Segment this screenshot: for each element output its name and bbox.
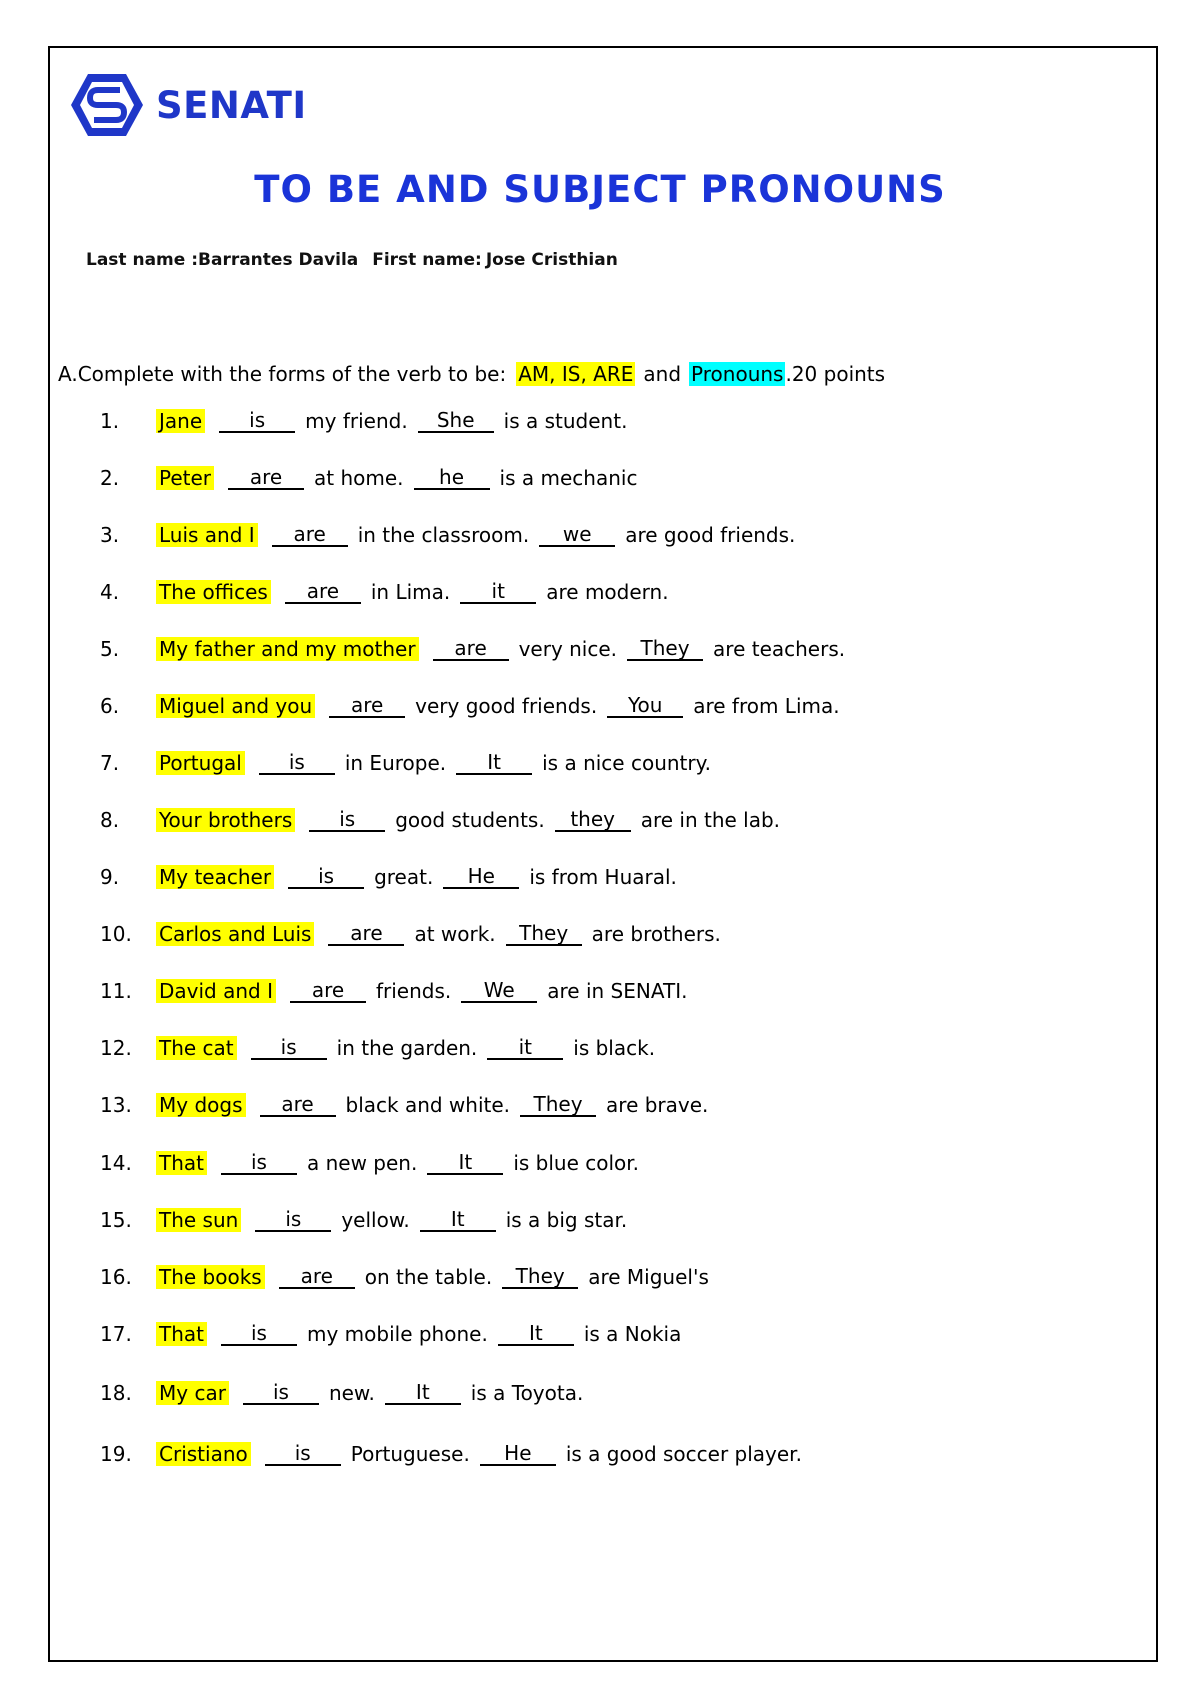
- item-end-text: are modern.: [546, 580, 669, 604]
- item-number: 6.: [100, 694, 120, 718]
- item-middle-text: in Lima.: [370, 580, 451, 604]
- item-middle-text: at work.: [414, 922, 496, 946]
- item-end-text: is a Nokia: [583, 1322, 682, 1346]
- item-end-text: is blue color.: [513, 1151, 640, 1175]
- item-subject: The offices: [156, 580, 271, 604]
- pronoun-answer-field[interactable]: he: [414, 466, 490, 490]
- exercise-item: [100, 519, 801, 551]
- verb-answer-field[interactable]: are: [272, 523, 348, 547]
- exercise-item: [100, 633, 851, 665]
- pronoun-answer-field[interactable]: They: [627, 637, 703, 661]
- item-middle-text: a new pen.: [307, 1151, 418, 1175]
- exercise-item: [100, 1438, 808, 1470]
- exercise-item: [100, 690, 846, 722]
- verb-answer-field[interactable]: is: [221, 1322, 297, 1346]
- item-end-text: are in SENATI.: [547, 979, 688, 1003]
- item-middle-text: very good friends.: [415, 694, 598, 718]
- item-end-text: is a good soccer player.: [565, 1442, 802, 1466]
- logo-text: SENATI: [156, 83, 307, 127]
- item-middle-text: great.: [374, 865, 434, 889]
- exercise-item: [100, 747, 717, 779]
- item-number: 7.: [100, 751, 120, 775]
- page-border: [48, 46, 1158, 1662]
- item-number: 3.: [100, 523, 120, 547]
- pronoun-answer-field[interactable]: We: [461, 979, 537, 1003]
- pronoun-answer-field[interactable]: They: [502, 1265, 578, 1289]
- item-end-text: are brothers.: [591, 922, 721, 946]
- item-middle-text: very nice.: [518, 637, 618, 661]
- pronoun-answer-field[interactable]: They: [506, 922, 582, 946]
- exercise-item: [100, 1089, 714, 1121]
- item-number: 1.: [100, 409, 120, 433]
- item-subject: The cat: [156, 1036, 237, 1060]
- item-middle-text: my mobile phone.: [307, 1322, 488, 1346]
- item-number: 15.: [100, 1208, 132, 1232]
- pronoun-answer-field[interactable]: It: [427, 1151, 503, 1175]
- item-end-text: is a big star.: [505, 1208, 628, 1232]
- verb-answer-field[interactable]: are: [328, 922, 404, 946]
- item-end-text: is a Toyota.: [470, 1381, 584, 1405]
- pronoun-answer-field[interactable]: we: [539, 523, 615, 547]
- item-middle-text: in the garden.: [336, 1036, 478, 1060]
- verb-answer-field[interactable]: is: [265, 1442, 341, 1466]
- item-number: 2.: [100, 466, 120, 490]
- item-end-text: is black.: [573, 1036, 656, 1060]
- item-number: 12.: [100, 1036, 132, 1060]
- item-number: 18.: [100, 1381, 132, 1405]
- first-name-value: Jose Cristhian: [485, 250, 618, 270]
- exercise-item: [100, 1032, 661, 1064]
- item-number: 16.: [100, 1265, 132, 1289]
- item-number: 11.: [100, 979, 132, 1003]
- item-middle-text: new.: [328, 1381, 375, 1405]
- item-end-text: are Miguel's: [588, 1265, 709, 1289]
- item-middle-text: good students.: [395, 808, 545, 832]
- pronoun-answer-field[interactable]: It: [498, 1322, 574, 1346]
- verb-answer-field[interactable]: are: [433, 637, 509, 661]
- pronoun-answer-field[interactable]: it: [460, 580, 536, 604]
- exercise-item: [100, 1204, 633, 1236]
- exercise-item: [100, 576, 675, 608]
- pronoun-answer-field[interactable]: they: [555, 808, 631, 832]
- verb-answer-field[interactable]: is: [243, 1381, 319, 1405]
- item-middle-text: yellow.: [341, 1208, 410, 1232]
- verb-answer-field[interactable]: are: [279, 1265, 355, 1289]
- item-subject: Miguel and you: [156, 694, 315, 718]
- verb-answer-field[interactable]: are: [228, 466, 304, 490]
- item-subject: My dogs: [156, 1093, 246, 1117]
- pronoun-answer-field[interactable]: You: [607, 694, 683, 718]
- item-middle-text: on the table.: [364, 1265, 493, 1289]
- item-subject: Your brothers: [156, 808, 295, 832]
- pronoun-answer-field[interactable]: She: [418, 409, 494, 433]
- item-number: 8.: [100, 808, 120, 832]
- pronoun-answer-field[interactable]: It: [420, 1208, 496, 1232]
- item-end-text: is a nice country.: [542, 751, 711, 775]
- item-number: 9.: [100, 865, 120, 889]
- student-info: [86, 250, 626, 270]
- item-subject: Cristiano: [156, 1442, 251, 1466]
- senati-s-logo-icon: [70, 72, 144, 138]
- item-end-text: is a mechanic: [499, 466, 638, 490]
- verb-answer-field[interactable]: is: [221, 1151, 297, 1175]
- pronoun-answer-field[interactable]: It: [456, 751, 532, 775]
- exercise-item: [100, 918, 727, 950]
- exercise-item: [100, 405, 633, 437]
- page-title: TO BE AND SUBJECT PRONOUNS: [254, 168, 946, 211]
- senati-logo: [70, 72, 320, 138]
- item-subject: Portugal: [156, 751, 245, 775]
- section-prefix: A.: [58, 362, 78, 386]
- item-subject: Peter: [156, 466, 214, 490]
- verb-answer-field[interactable]: are: [329, 694, 405, 718]
- exercise-item: [100, 1147, 645, 1179]
- item-middle-text: at home.: [314, 466, 404, 490]
- exercise-item: [100, 1261, 715, 1293]
- pronouns-highlight: Pronouns: [691, 362, 784, 386]
- item-number: 13.: [100, 1093, 132, 1117]
- last-name-label: Last name :: [86, 250, 199, 270]
- verb-answer-field[interactable]: are: [260, 1093, 336, 1117]
- item-number: 17.: [100, 1322, 132, 1346]
- item-middle-text: friends.: [375, 979, 452, 1003]
- item-end-text: is a student.: [503, 409, 628, 433]
- item-middle-text: black and white.: [345, 1093, 511, 1117]
- item-subject: My teacher: [156, 865, 274, 889]
- item-number: 5.: [100, 637, 120, 661]
- item-middle-text: Portuguese.: [350, 1442, 470, 1466]
- verb-answer-field[interactable]: are: [290, 979, 366, 1003]
- verb-answer-field[interactable]: are: [285, 580, 361, 604]
- item-middle-text: in Europe.: [344, 751, 447, 775]
- instructions: [58, 362, 885, 386]
- item-end-text: are from Lima.: [693, 694, 840, 718]
- pronoun-answer-field[interactable]: it: [487, 1036, 563, 1060]
- exercise-item: [100, 861, 683, 893]
- exercise-item: [100, 1377, 589, 1409]
- item-middle-text: my friend.: [305, 409, 408, 433]
- item-number: 19.: [100, 1442, 132, 1466]
- verb-answer-field[interactable]: is: [255, 1208, 331, 1232]
- verb-answer-field[interactable]: is: [251, 1036, 327, 1060]
- item-subject: Jane: [156, 409, 205, 433]
- exercise-item: [100, 804, 786, 836]
- first-name-label: First name:: [372, 250, 482, 270]
- item-number: 14.: [100, 1151, 132, 1175]
- item-subject: Carlos and Luis: [156, 922, 314, 946]
- and-text: and: [643, 362, 682, 386]
- item-end-text: are teachers.: [713, 637, 846, 661]
- pronoun-answer-field[interactable]: He: [480, 1442, 556, 1466]
- item-end-text: is from Huaral.: [529, 865, 677, 889]
- item-number: 10.: [100, 922, 132, 946]
- item-end-text: are good friends.: [625, 523, 796, 547]
- verbs-highlight: AM, IS, ARE: [518, 362, 634, 386]
- item-subject: That: [156, 1151, 207, 1175]
- verb-answer-field[interactable]: is: [259, 751, 335, 775]
- item-subject: The books: [156, 1265, 265, 1289]
- pronoun-answer-field[interactable]: They: [520, 1093, 596, 1117]
- verb-answer-field[interactable]: is: [309, 808, 385, 832]
- verb-answer-field[interactable]: is: [219, 409, 295, 433]
- exercise-item: [100, 1318, 687, 1350]
- instructions-text: Complete with the forms of the verb to be:: [77, 362, 507, 386]
- item-subject: Luis and I: [156, 523, 258, 547]
- exercise-item: [100, 462, 643, 494]
- pronoun-answer-field[interactable]: It: [385, 1381, 461, 1405]
- item-subject: David and I: [156, 979, 276, 1003]
- item-end-text: are in the lab.: [640, 808, 781, 832]
- points-text: .20 points: [785, 362, 886, 386]
- verb-answer-field[interactable]: is: [288, 865, 364, 889]
- last-name-value: Barrantes Davila: [198, 250, 359, 270]
- item-subject: That: [156, 1322, 207, 1346]
- item-subject: My car: [156, 1381, 229, 1405]
- item-number: 4.: [100, 580, 120, 604]
- item-subject: The sun: [156, 1208, 241, 1232]
- item-end-text: are brave.: [606, 1093, 709, 1117]
- exercise-item: [100, 975, 693, 1007]
- item-middle-text: in the classroom.: [357, 523, 530, 547]
- pronoun-answer-field[interactable]: He: [443, 865, 519, 889]
- item-subject: My father and my mother: [156, 637, 419, 661]
